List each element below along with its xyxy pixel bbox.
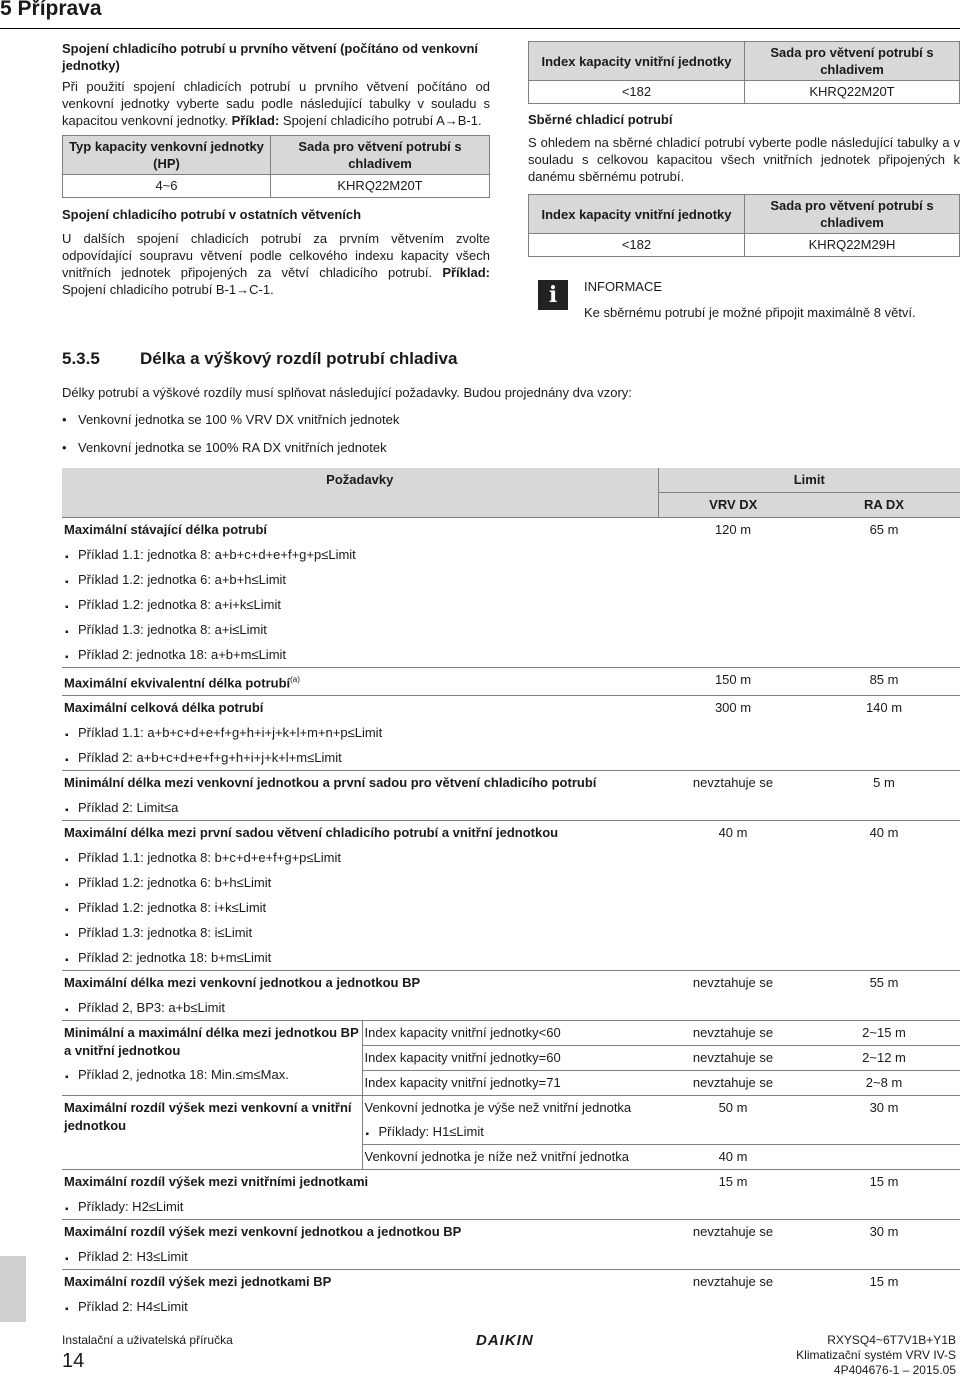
- brand-logo: DAIKIN: [476, 1332, 534, 1349]
- list-item: ▪ Příklad 1.3: jednotka 8: i≤Limit: [64, 924, 958, 949]
- table-row: Venkovní jednotka je níže než vnitřní jednotka 40 m: [62, 1145, 960, 1170]
- header-pipe-heading: Sběrné chladicí potrubí: [528, 112, 673, 127]
- table-header: Požadavky: [62, 468, 658, 518]
- other-branches-heading: Spojení chladicího potrubí v ostatních větveních: [62, 207, 362, 222]
- requirements-table: [62, 468, 960, 1319]
- table-row: Index kapacity vnitřní jednotky=71 nevztahuje se 2~8 m: [62, 1071, 960, 1096]
- info-title: INFORMACE: [584, 279, 662, 294]
- side-tab-marker: [0, 1256, 26, 1322]
- first-branch-heading: Spojení chladicího potrubí u prvního větvení (počítáno od venkovní jednotky): [62, 41, 479, 73]
- table-row: Maximální délka mezi první sadou větvení chladicího potrubí a vnitřní jednotkou 40 m 40 m: [62, 821, 960, 846]
- list-item: ▪ Příklad 1.3: jednotka 8: a+i≤Limit: [64, 621, 958, 646]
- table-row: Maximální celková délka potrubí 300 m 140 m: [62, 696, 960, 721]
- table-row: Index kapacity vnitřní jednotky=60 nevztahuje se 2~12 m: [62, 1046, 960, 1071]
- list-item: ▪ Příklad 1.1: a+b+c+d+e+f+g+h+i+j+k+l+m+n+p≤Limit: [64, 724, 958, 749]
- list-item: • Venkovní jednotka se 100 % VRV DX vnitřních jednotek: [62, 412, 399, 440]
- list-item: ▪ Příklad 2, BP3: a+b≤Limit: [64, 999, 958, 1017]
- title-divider: [0, 28, 960, 29]
- table-header: Sada pro větvení potrubí s chladivem: [745, 42, 960, 81]
- list-item: ▪ Příklad 1.2: jednotka 6: a+b+h≤Limit: [64, 571, 958, 596]
- table-row: Maximální rozdíl výšek mezi venkovní jednotkou a jednotkou BP nevztahuje se 30 m: [62, 1220, 960, 1245]
- first-branch-paragraph: Při použití spojení chladicích potrubí u prvního větvení počítáno od venkovní jednotky vyberte sadu podle následující tabulky v souladu s kapacitou venkovní jednotky. Příklad: Spojení chladicího potrubí A→B-1.: [62, 79, 490, 128]
- list-item: ▪ Příklad 2: H3≤Limit: [64, 1248, 958, 1266]
- list-item: ▪ Příklady: H2≤Limit: [64, 1198, 958, 1216]
- list-item: • Venkovní jednotka se 100% RA DX vnitřních jednotek: [62, 440, 399, 468]
- section-intro: Délky potrubí a výškové rozdíly musí splňovat následující požadavky. Budou projednány dva vzory:: [62, 385, 632, 400]
- list-item: ▪ Příklad 1.2: jednotka 8: i+k≤Limit: [64, 899, 958, 924]
- page-number: 14: [62, 1350, 85, 1372]
- table-row: Maximální rozdíl výšek mezi venkovní a vnitřní jednotkou Venkovní jednotka je výše než vnitřní jednotka ▪ Příklady: H1≤Limit 50 m 30 m: [62, 1096, 960, 1145]
- table-row: Maximální ekvivalentní délka potrubí$^{(a)}$ 150 m 85 m: [62, 668, 960, 696]
- table-row: <182 KHRQ22M29H: [529, 234, 960, 257]
- table-row: Minimální délka mezi venkovní jednotkou a první sadou pro větvení chladicího potrubí nevztahuje se 5 m: [62, 771, 960, 796]
- table-row: <182 KHRQ22M20T: [529, 81, 960, 104]
- outdoor-capacity-table: [62, 135, 490, 198]
- table-header: Sada pro větvení potrubí s chladivem: [745, 195, 960, 234]
- table-header: Index kapacity vnitřní jednotky: [529, 42, 745, 81]
- table-header: Index kapacity vnitřní jednotky: [529, 195, 745, 234]
- list-item: ▪ Příklad 1.2: jednotka 8: a+i+k≤Limit: [64, 596, 958, 621]
- list-item: ▪ Příklad 2, jednotka 18: Min.≤m≤Max.: [64, 1066, 360, 1084]
- header-pipe-table: [528, 194, 960, 257]
- left-column: [62, 40, 490, 298]
- info-icon: i: [538, 280, 568, 310]
- indoor-index-table: [528, 41, 960, 104]
- pattern-list: [62, 412, 399, 468]
- table-header: Typ kapacity venkovní jednotky (HP): [63, 136, 271, 175]
- table-row: Maximální rozdíl výšek mezi jednotkami BP nevztahuje se 15 m: [62, 1270, 960, 1295]
- list-item: ▪ Příklad 1.2: jednotka 6: b+h≤Limit: [64, 874, 958, 899]
- table-header: VRV DX: [658, 493, 808, 518]
- table-row: Maximální rozdíl výšek mezi vnitřními jednotkami 15 m 15 m: [62, 1170, 960, 1195]
- table-header: Sada pro větvení potrubí s chladivem: [271, 136, 490, 175]
- table-row: 4~6 KHRQ22M20T: [63, 175, 490, 198]
- table-row: Minimální a maximální délka mezi jednotkou BP a vnitřní jednotkou ▪ Příklad 2, jednotka 18: Min.≤m≤Max. Index kapacity vnitřní jednotky<60 nevztahuje se 2~15 m: [62, 1021, 960, 1046]
- header-pipe-paragraph: S ohledem na sběrné chladicí potrubí vyberte podle následující tabulky a v souladu s celkovou kapacitou všech vnitřních jednotek připojených k danému sběrnému potrubí.: [528, 135, 960, 184]
- list-item: ▪ Příklady: H1≤Limit: [365, 1123, 657, 1141]
- list-item: ▪ Příklad 2: jednotka 18: a+b+m≤Limit: [64, 646, 958, 664]
- footer-manual-title: Instalační a uživatelská příručka: [62, 1333, 233, 1347]
- footer-doc-info: RXYSQ4~6T7V1B+Y1B Klimatizační systém VRV IV-S 4P404676-1 – 2015.05: [796, 1333, 956, 1376]
- list-item: ▪ Příklad 1.1: jednotka 8: a+b+c+d+e+f+g+p≤Limit: [64, 546, 958, 571]
- other-branches-paragraph: U dalších spojení chladicích potrubí za prvním větvením zvolte odpovídající soupravu větvení podle celkového indexu kapacity všech vnitřních jednotek připojených za větví chladicího potrubí. Příklad: Spojení chladicího potrubí B-1→C-1.: [62, 231, 490, 297]
- table-header: Limit: [658, 468, 960, 493]
- table-row: Maximální délka mezi venkovní jednotkou a jednotkou BP nevztahuje se 55 m: [62, 971, 960, 996]
- list-item: ▪ Příklad 2: jednotka 18: b+m≤Limit: [64, 949, 958, 967]
- page-title: 5 Příprava: [0, 0, 102, 20]
- table-row: Maximální stávající délka potrubí 120 m 65 m: [62, 518, 960, 543]
- list-item: ▪ Příklad 1.1: jednotka 8: b+c+d+e+f+g+p≤Limit: [64, 849, 958, 874]
- list-item: ▪ Příklad 2: a+b+c+d+e+f+g+h+i+j+k+l+m≤Limit: [64, 749, 958, 767]
- right-column: [528, 41, 960, 257]
- info-text: Ke sběrnému potrubí je možné připojit maximálně 8 větví.: [584, 305, 916, 320]
- table-header: RA DX: [808, 493, 960, 518]
- list-item: ▪ Příklad 2: Limit≤a: [64, 799, 958, 817]
- section-heading: 5.3.5 Délka a výškový rozdíl potrubí chladiva: [62, 349, 458, 368]
- list-item: ▪ Příklad 2: H4≤Limit: [64, 1298, 958, 1316]
